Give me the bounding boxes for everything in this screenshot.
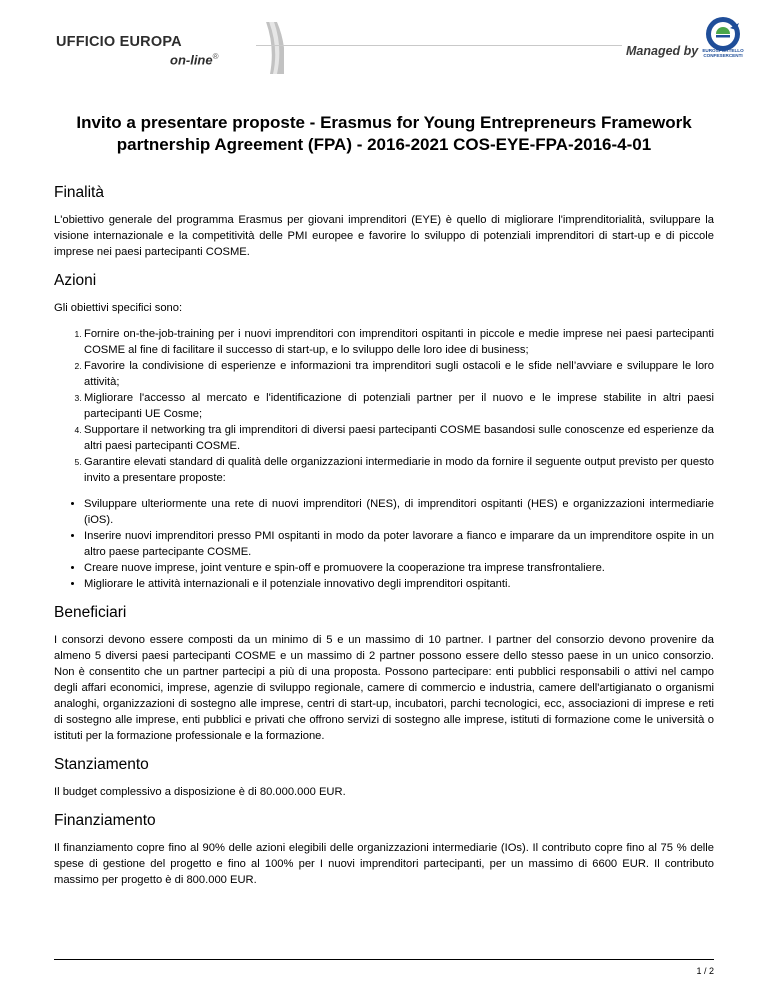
footer-divider [54,959,714,960]
section-heading-finanziamento: Finanziamento [54,812,156,829]
output-item: • Creare nuove imprese, joint venture e spin-off e promuovere la cooperazione tra imprese transfrontaliere. [84,560,714,576]
finanziamento-text: Il finanziamento copre fino al 90% delle azioni elegibili delle organizzazioni intermediarie (IOs). Il contributo copre fino al 75 % delle spese di gestione del progetto e fino al 100% per I nuovi imprenditori partecipanti, per un massimo di 6600 EUR. Il contributo massimo per progetto è di 800.000 EUR. [54,842,714,886]
output-item: • Inserire nuovi imprenditori presso PMI ospitanti in modo da poter lavorare a fianco e imparare da un imprenditore ospite in un altro paese partecipante COSME. [84,528,714,560]
section-heading-beneficiari: Beneficiari [54,604,127,621]
document-body [54,112,714,888]
section-heading-finalita: Finalità [54,184,104,201]
ufficio-europa-logo [34,22,284,74]
section-heading-stanziamento: Stanziamento [54,756,149,773]
document-title: Invito a presentare proposte - Erasmus for Young Entrepreneurs Framework partnership Agreement (FPA) - 2016-2021 COS-EYE-FPA-2016-4-01 [76,113,692,154]
managed-by-label: Managed by [626,44,699,58]
header-divider [256,45,622,46]
objective-item: 2. Favorire la condivisione di esperienze e informazioni tra imprenditori sugli ostacoli e le sfide nell’avviare e sviluppare le loro attività; [84,358,714,390]
objective-item: 1. Fornire on-the-job-training per i nuovi imprenditori con imprenditori ospitanti in piccole e medie imprese nei paesi partecipanti COSME al fine di facilitare il successo di start-up, e lo sviluppo delle loro idee di business; [84,326,714,358]
objective-item: 4. Supportare il networking tra gli imprenditori di diversi paesi partecipanti COSME basandosi sulle conoscenze ed esperienze da altri paesi partecipanti COSME. [84,422,714,454]
page-number: 1 / 2 [696,966,714,976]
logo-title: UFFICIO EUROPA [56,34,182,50]
output-item: • Migliorare le attività internazionali e il potenziale innovativo degli imprenditori ospitanti. [84,576,714,592]
stanziamento-text: Il budget complessivo a disposizione è di 80.000.000 EUR. [54,786,346,798]
azioni-intro: Gli obiettivi specifici sono: [54,302,183,314]
output-item: • Sviluppare ulteriormente una rete di nuovi imprenditori (NES), di imprenditori ospitanti (HES) e organizzazioni intermediarie (iOS). [84,496,714,528]
partner-logo-caption: EUROSPORTELLO CONFESERCENTI [702,48,744,58]
outputs-list [54,496,714,592]
page-header [0,0,768,80]
beneficiari-text: I consorzi devono essere composti da un minimo di 5 e un massimo di 10 partner. I partner del consorzio devono provenire da almeno 5 diversi paesi partecipanti COSME e un massimo di 2 partner possono essere dello stesso paese in un unico consorzio. Non è consentito che un partner partecipi a più di una proposta. Possono partecipare: enti pubblici responsabili o attivi nel campo degli affari economici, imprese, agenzie di sviluppo regionale, camere di commercio e industria, camere dell'artigianato o organismi analoghi, organizzazioni di sostegno alle imprese, centri di start-up, incubatori, parchi tecnologici, ecc, associazioni di imprese e reti di sostegno alle imprese, enti pubblici e privati che offrono servizi di sostegno alle imprese, istituti di formazione come le università o istituti per la formazione professionale e la formazione. [54,634,714,742]
objective-item: 5. Garantire elevati standard di qualità delle organizzazioni intermediarie in modo da fornire il seguente output previsto per questo invito a presentare proposte: [84,454,714,486]
objectives-list [54,326,714,486]
logo-subtitle: on-line® [170,52,219,68]
finalita-text: L'obiettivo generale del programma Erasmus per giovani imprenditori (EYE) è quello di migliorare l'imprenditorialità, sviluppare la visione internazionale e la competitività delle PMI europee e favorire lo sviluppo di potenziali imprenditori di start-up e di piccole imprese nei paesi partecipanti COSME. [54,214,714,258]
section-heading-azioni: Azioni [54,272,97,289]
registered-mark: ® [212,52,219,61]
objective-item: 3. Migliorare l'accesso al mercato e l'identificazione di potenziali partner per il nuovo e le imprese stabilite in altri paesi partecipanti UE Cosme; [84,390,714,422]
